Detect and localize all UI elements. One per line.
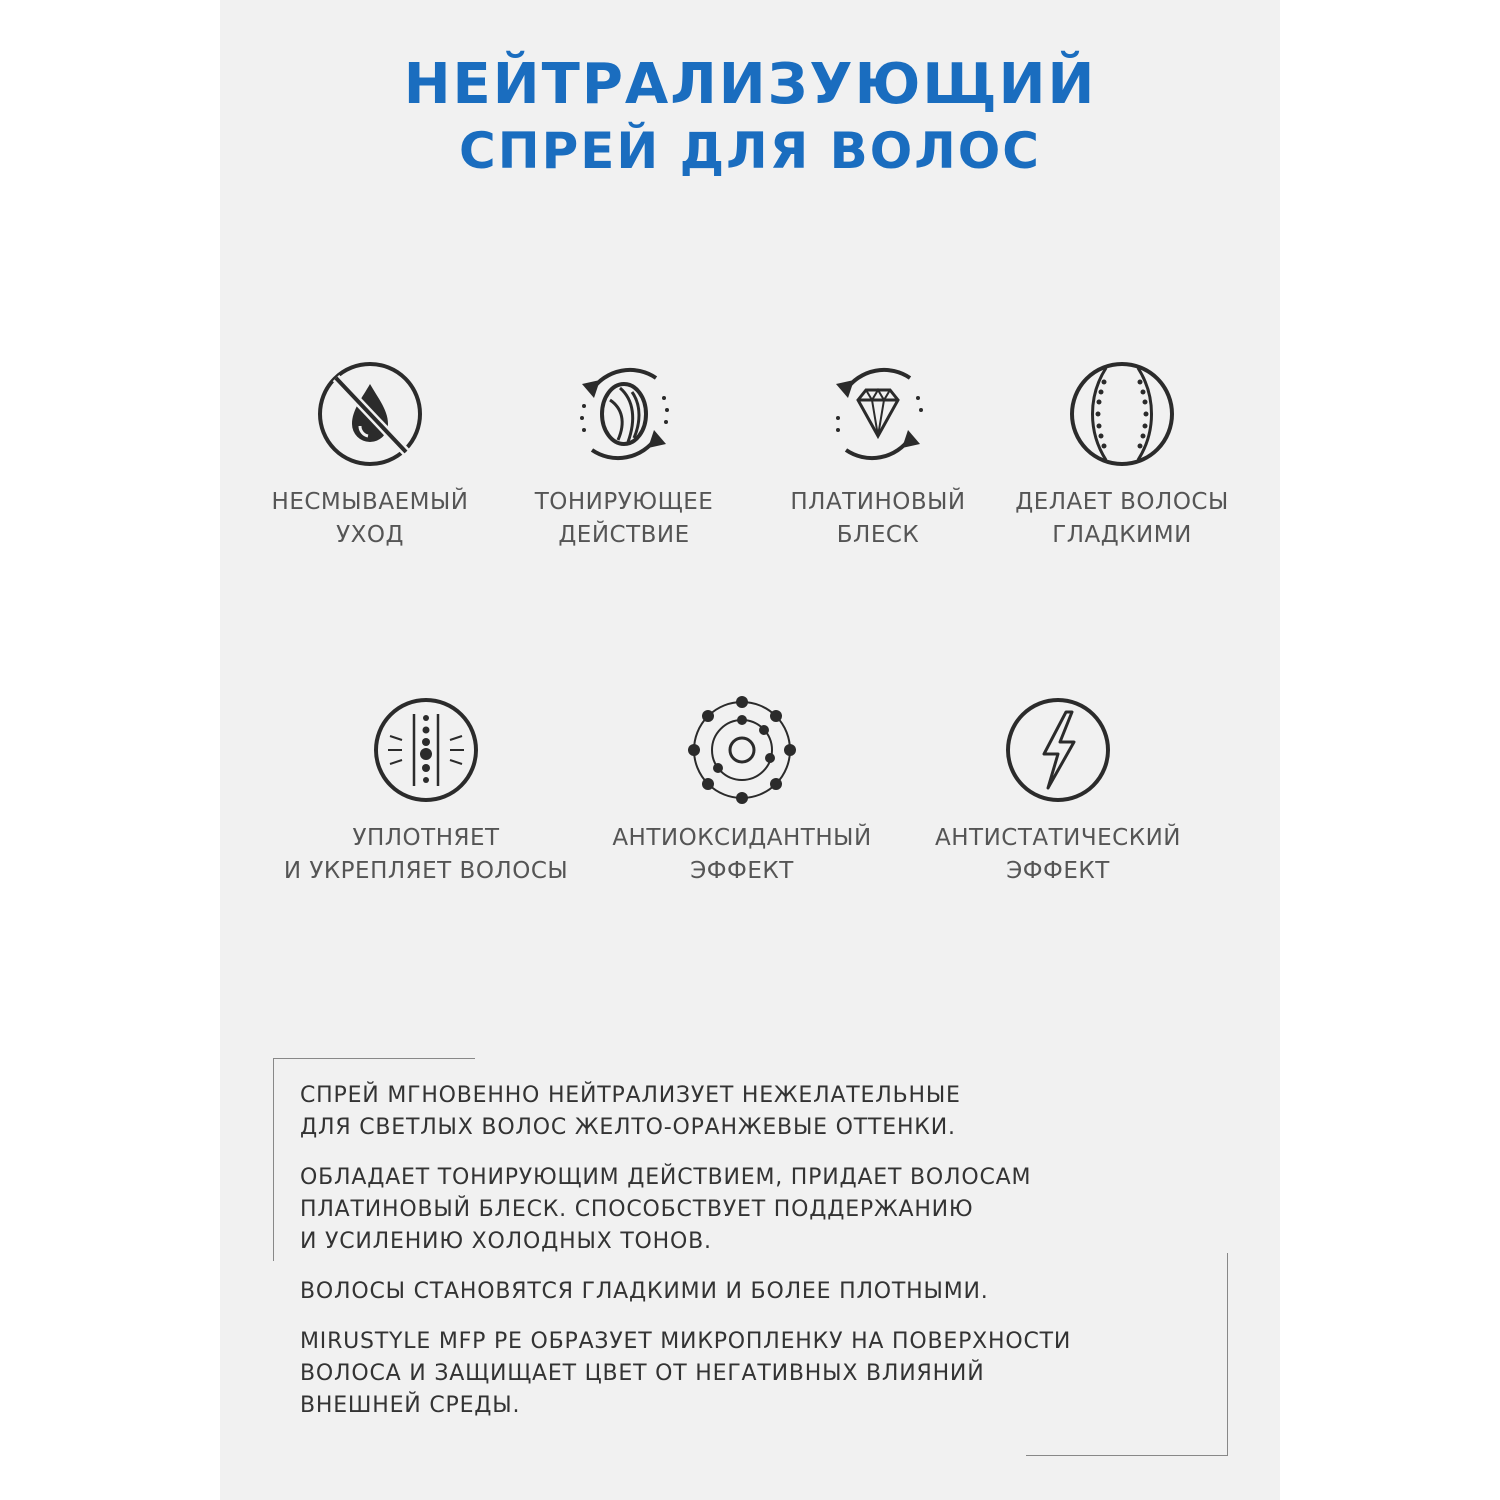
description-line: И УСИЛЕНИЮ ХОЛОДНЫХ ТОНОВ. — [300, 1229, 712, 1254]
feature-caption-line: ПЛАТИНОВЫЙ — [790, 489, 966, 515]
page-title — [220, 52, 1280, 184]
feature-caption-line: БЛЕСК — [836, 522, 920, 548]
feature-leave-in — [260, 360, 480, 552]
description-paragraph — [300, 1276, 1200, 1308]
feature-antioxidant — [592, 696, 892, 888]
smooth-hair-icon — [1068, 360, 1176, 468]
description-line: MIRUSTYLE MFP PE ОБРАЗУЕТ МИКРОПЛЕНКУ НА ПОВЕРХНОСТИ — [300, 1329, 1072, 1354]
feature-platinum-shine — [768, 360, 988, 552]
title-line-2: СПРЕЙ ДЛЯ ВОЛОС — [459, 122, 1041, 180]
feature-caption-line: ТОНИРУЮЩЕЕ — [534, 489, 714, 515]
description-line: ВОЛОСА И ЗАЩИЩАЕТ ЦВЕТ ОТ НЕГАТИВНЫХ ВЛИЯНИЙ — [300, 1361, 985, 1386]
frame-corner — [273, 1058, 274, 1261]
feature-caption-line: ГЛАДКИМИ — [1052, 522, 1192, 548]
feature-strengthen — [276, 696, 576, 888]
frame-corner — [1227, 1253, 1228, 1456]
feature-caption-line: ЭФФЕКТ — [690, 858, 794, 884]
feature-caption-line: ДЕЙСТВИЕ — [558, 522, 690, 548]
frame-corner — [273, 1058, 475, 1059]
feature-toning — [514, 360, 734, 552]
description-line: СПРЕЙ МГНОВЕННО НЕЙТРАЛИЗУЕТ НЕЖЕЛАТЕЛЬНЫЕ — [300, 1083, 961, 1108]
feature-caption-line: ЭФФЕКТ — [1006, 858, 1110, 884]
feature-caption-line: И УКРЕПЛЯЕТ ВОЛОСЫ — [283, 858, 569, 884]
description-line: ВНЕШНЕЙ СРЕДЫ. — [300, 1393, 521, 1418]
description-line: ОБЛАДАЕТ ТОНИРУЮЩИМ ДЕЙСТВИЕМ, ПРИДАЕТ ВОЛОСАМ — [300, 1165, 1032, 1190]
feature-caption-line: АНТИСТАТИЧЕСКИЙ — [935, 825, 1181, 851]
description-paragraph — [300, 1326, 1200, 1422]
feature-caption-line: НЕСМЫВАЕМЫЙ — [271, 489, 469, 515]
feature-antistatic — [908, 696, 1208, 888]
feature-smooth — [1002, 360, 1242, 552]
description-paragraph — [300, 1162, 1200, 1258]
diamond-cycle-icon — [824, 360, 932, 468]
product-card — [220, 0, 1280, 1500]
strengthen-hair-icon — [372, 696, 480, 804]
feature-caption-line: АНТИОКСИДАНТНЫЙ — [612, 825, 872, 851]
feature-caption-line: УХОД — [336, 522, 404, 548]
description-paragraph — [300, 1080, 1200, 1144]
description-line: ДЛЯ СВЕТЛЫХ ВОЛОС ЖЕЛТО-ОРАНЖЕВЫЕ ОТТЕНКИ. — [300, 1115, 956, 1140]
antioxidant-icon — [688, 696, 796, 804]
frame-corner — [1026, 1455, 1228, 1456]
toning-hair-cycle-icon — [570, 360, 678, 468]
title-line-1: НЕЙТРАЛИЗУЮЩИЙ — [403, 52, 1097, 117]
description-line: ПЛАТИНОВЫЙ БЛЕСК. СПОСОБСТВУЕТ ПОДДЕРЖАНИЮ — [300, 1197, 974, 1222]
feature-caption-line: УПЛОТНЯЕТ — [352, 825, 500, 851]
description-line: ВОЛОСЫ СТАНОВЯТСЯ ГЛАДКИМИ И БОЛЕЕ ПЛОТНЫМИ. — [300, 1279, 989, 1304]
lightning-icon — [1004, 696, 1112, 804]
description-text — [300, 1080, 1200, 1440]
feature-caption-line: ДЕЛАЕТ ВОЛОСЫ — [1015, 489, 1229, 515]
no-water-drop-icon — [316, 360, 424, 468]
description-box — [273, 1058, 1228, 1456]
